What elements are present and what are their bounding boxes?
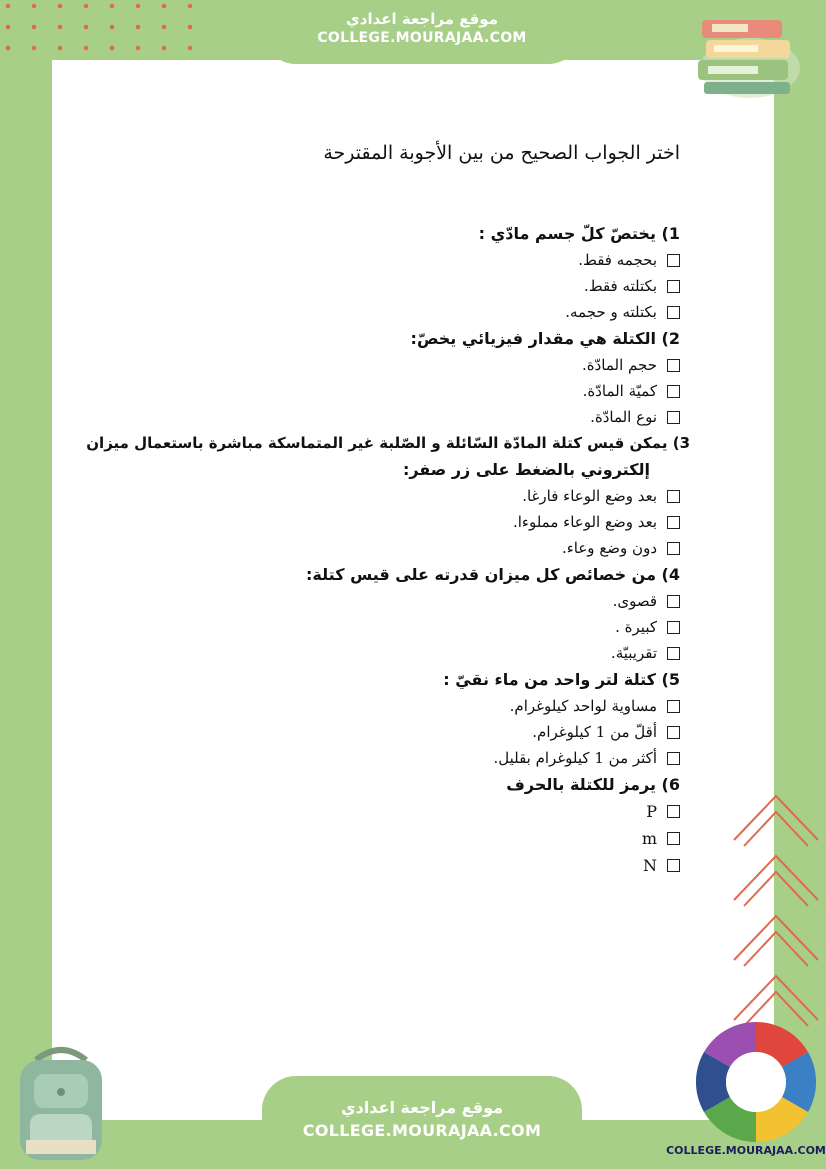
checkbox[interactable]	[667, 752, 680, 765]
option-6c[interactable]	[114, 856, 680, 875]
option-4b[interactable]	[114, 618, 680, 636]
brand-domain-small[interactable]: COLLEGE.MOURAJAA.COM	[666, 1144, 826, 1157]
option-2c[interactable]	[114, 408, 680, 426]
checkbox[interactable]	[667, 859, 680, 872]
question-4	[80, 565, 680, 584]
checkbox[interactable]	[667, 805, 680, 818]
option-label: تقريبيّة.	[610, 644, 657, 662]
checkbox[interactable]	[667, 726, 680, 739]
checkbox[interactable]	[667, 254, 680, 267]
decorative-dots	[0, 0, 210, 60]
option-label: بكتلته و حجمه.	[565, 303, 657, 321]
question-number: 2)	[661, 329, 680, 348]
question-number: 5)	[661, 670, 680, 689]
question-text: من خصائص كل ميزان قدرته على قيس كتلة:	[306, 565, 656, 584]
subjects-wheel-logo	[694, 1020, 818, 1144]
checkbox[interactable]	[667, 306, 680, 319]
option-label: كميّة المادّة.	[582, 382, 657, 400]
checkbox[interactable]	[667, 700, 680, 713]
option-label: بحجمه فقط.	[578, 251, 657, 269]
footer-tab[interactable]	[262, 1076, 582, 1169]
worksheet-title: اختر الجواب الصحيح من بين الأجوبة المقترحة	[323, 142, 680, 164]
question-3	[80, 434, 690, 452]
chevron-up-icons	[728, 790, 824, 1040]
option-2b[interactable]	[114, 382, 680, 400]
question-text: كتلة لتر واحد من ماء نقيّ :	[443, 670, 656, 689]
option-label: أقلّ من 1 كيلوغرام.	[532, 723, 657, 741]
question-1	[80, 224, 680, 243]
option-label: m	[641, 829, 657, 848]
option-label: كبيرة .	[615, 618, 657, 636]
option-6a[interactable]	[114, 802, 680, 821]
checkbox[interactable]	[667, 359, 680, 372]
question-number: 1)	[661, 224, 680, 243]
checkbox[interactable]	[667, 411, 680, 424]
option-4a[interactable]	[114, 592, 680, 610]
checkbox[interactable]	[667, 647, 680, 660]
question-number: 3)	[672, 434, 690, 452]
option-label: بعد وضع الوعاء فارغا.	[522, 487, 657, 505]
backpack-icon	[6, 1040, 116, 1165]
option-6b[interactable]	[114, 829, 680, 848]
option-label: بكتلته فقط.	[583, 277, 657, 295]
checkbox[interactable]	[667, 385, 680, 398]
option-label: حجم المادّة.	[582, 356, 657, 374]
checkbox[interactable]	[667, 516, 680, 529]
option-label: P	[646, 802, 657, 821]
question-number: 6)	[661, 775, 680, 794]
question-number: 4)	[661, 565, 680, 584]
option-1c[interactable]	[114, 303, 680, 321]
question-text: يرمز للكتلة بالحرف	[506, 775, 656, 794]
question-text: الكتلة هي مقدار فيزيائي يخصّ:	[410, 329, 656, 348]
checkbox[interactable]	[667, 595, 680, 608]
option-2a[interactable]	[114, 356, 680, 374]
site-domain-footer[interactable]: COLLEGE.MOURAJAA.COM	[302, 1121, 542, 1140]
option-label: نوع المادّة.	[590, 408, 657, 426]
option-label: N	[643, 856, 657, 875]
option-1a[interactable]	[114, 251, 680, 269]
question-6	[80, 775, 680, 794]
header-tab[interactable]	[262, 0, 582, 64]
option-label: بعد وضع الوعاء مملوءا.	[512, 513, 657, 531]
option-4c[interactable]	[114, 644, 680, 662]
site-domain-header[interactable]: COLLEGE.MOURAJAA.COM	[317, 30, 527, 46]
site-name-header: موقع مراجعة اعدادي	[346, 10, 498, 28]
question-5	[80, 670, 680, 689]
question-3-continued	[80, 460, 650, 479]
checkbox[interactable]	[667, 490, 680, 503]
option-label: قصوى.	[612, 592, 657, 610]
option-1b[interactable]	[114, 277, 680, 295]
option-5a[interactable]	[114, 697, 680, 715]
checkbox[interactable]	[667, 280, 680, 293]
option-3a[interactable]	[114, 487, 680, 505]
question-text: يمكن قيس كتلة المادّة السّائلة و الصّلبة غير المتماسكة مباشرة باستعمال ميزان	[86, 434, 668, 452]
option-label: مساوية لواحد كيلوغرام.	[509, 697, 657, 715]
site-name-footer: موقع مراجعة اعدادي	[340, 1098, 504, 1117]
option-5b[interactable]	[114, 723, 680, 741]
option-5c[interactable]	[114, 749, 680, 767]
question-2	[80, 329, 680, 348]
checkbox[interactable]	[667, 832, 680, 845]
option-label: دون وضع وعاء.	[561, 539, 657, 557]
question-text-continued: إلكتروني بالضغط على زر صفر:	[402, 460, 650, 479]
checkbox[interactable]	[667, 621, 680, 634]
checkbox[interactable]	[667, 542, 680, 555]
option-label: أكثر من 1 كيلوغرام بقليل.	[493, 749, 657, 767]
option-3c[interactable]	[114, 539, 680, 557]
question-text: يختصّ كلّ جسم مادّي :	[478, 224, 656, 243]
books-icon	[690, 10, 800, 100]
worksheet-content	[80, 130, 690, 883]
option-3b[interactable]	[114, 513, 680, 531]
